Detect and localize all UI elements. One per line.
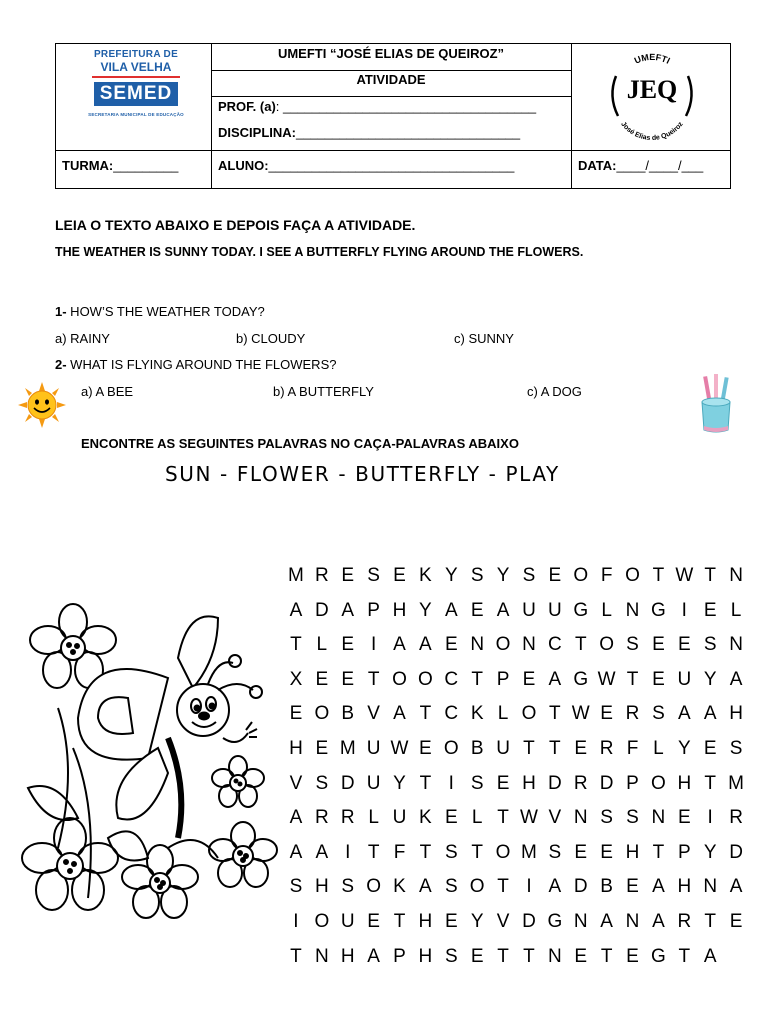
grid-cell[interactable]: O [573, 565, 589, 586]
pencil-cup-icon [698, 374, 734, 434]
q1-option-a[interactable]: a) RAINY [55, 331, 110, 346]
grid-row [283, 631, 749, 666]
grid-cell[interactable]: S [626, 634, 639, 656]
grid-cell[interactable]: E [703, 599, 717, 621]
grid-row [283, 908, 749, 943]
grid-cell[interactable]: H [289, 737, 303, 759]
grid-cell[interactable]: E [289, 703, 303, 725]
grid-cell[interactable]: H [418, 910, 433, 932]
grid-cell[interactable]: N [522, 634, 536, 656]
grid-cell[interactable]: N [729, 565, 743, 586]
grid-cell[interactable]: P [367, 599, 380, 621]
grid-cell[interactable]: T [704, 565, 716, 586]
header-divider [211, 96, 571, 97]
grid-cell[interactable]: D [729, 841, 743, 863]
prof-field[interactable] [218, 99, 536, 114]
grid-cell[interactable]: O [418, 668, 433, 690]
reading-text: THE WEATHER IS SUNNY TODAY. I SEE A BUTTERFLY FLYING AROUND THE FLOWERS. [55, 245, 584, 259]
grid-cell[interactable]: T [574, 634, 587, 656]
grid-cell[interactable]: I [448, 772, 454, 794]
grid-cell[interactable]: S [522, 565, 536, 586]
grid-cell[interactable]: E [341, 634, 355, 656]
grid-cell[interactable]: E [652, 634, 665, 656]
grid-cell[interactable]: E [574, 841, 588, 863]
grid-cell[interactable]: F [626, 737, 639, 759]
grid-cell[interactable]: O [392, 668, 407, 690]
word-list: SUN - FLOWER - BUTTERFLY - PLAY [165, 462, 560, 486]
grid-cell[interactable]: T [704, 910, 716, 932]
grid-cell[interactable]: E [600, 703, 613, 725]
grid-cell[interactable]: W [597, 668, 616, 690]
grid-cell[interactable]: S [444, 876, 458, 898]
prefeitura-logo [76, 48, 196, 121]
grid-cell[interactable]: U [366, 737, 381, 759]
grid-cell[interactable]: H [625, 841, 640, 863]
grid-cell[interactable]: H [677, 876, 692, 898]
grid-cell[interactable]: T [652, 565, 665, 586]
grid-cell[interactable]: D [547, 772, 562, 794]
grid-cell[interactable]: A [652, 876, 665, 898]
grid-cell[interactable]: N [703, 876, 718, 898]
header-divider [56, 150, 731, 151]
grid-cell[interactable]: V [367, 703, 380, 725]
grid-cell[interactable]: S [652, 703, 665, 725]
grid-row [283, 700, 749, 735]
grid-cell[interactable]: B [341, 703, 355, 725]
grid-cell[interactable]: A [703, 703, 717, 725]
grid-cell[interactable]: V [289, 772, 303, 794]
grid-cell[interactable]: O [521, 703, 537, 725]
jeq-arc-top: UMEFTI [632, 51, 672, 66]
grid-cell[interactable]: D [340, 772, 355, 794]
grid-cell[interactable]: O [651, 772, 666, 794]
grid-cell[interactable]: A [341, 599, 355, 621]
grid-cell[interactable]: A [652, 910, 665, 932]
grid-cell[interactable]: D [522, 910, 536, 932]
grid-cell[interactable]: P [677, 841, 691, 863]
header-table [55, 43, 731, 189]
jeq-letters: JEQ [626, 75, 678, 104]
grid-cell[interactable]: P [496, 668, 510, 690]
grid-cell[interactable]: S [470, 772, 484, 794]
data-field[interactable] [578, 158, 703, 173]
grid-cell[interactable]: I [370, 634, 377, 656]
grid-cell[interactable]: E [496, 772, 510, 794]
grid-cell[interactable]: T [367, 668, 380, 690]
grid-cell[interactable]: L [653, 737, 664, 759]
aluno-blank: __________________________________ [268, 158, 515, 173]
grid-cell[interactable]: P [393, 945, 406, 967]
grid-cell[interactable]: U [340, 910, 355, 932]
grid-cell[interactable]: T [367, 841, 380, 863]
grid-cell[interactable]: C [547, 634, 562, 656]
prof-label: PROF. (a) [218, 99, 276, 114]
grid-cell[interactable]: M [728, 772, 744, 794]
jeq-arc-bottom: José Elias de Queiroz [619, 120, 685, 143]
grid-cell[interactable]: E [341, 565, 355, 586]
grid-cell[interactable]: H [677, 772, 692, 794]
grid-cell[interactable]: A [703, 945, 717, 967]
grid-cell[interactable]: S [367, 565, 380, 586]
grid-cell[interactable]: A [496, 599, 510, 621]
grid-cell[interactable] [723, 943, 749, 978]
grid-cell[interactable]: K [419, 807, 432, 829]
grid-cell[interactable]: I [526, 876, 532, 898]
discipline-blank: _______________________________ [296, 125, 521, 140]
turma-blank: _________ [113, 158, 179, 173]
grid-cell[interactable]: E [626, 945, 639, 967]
grid-cell[interactable]: R [677, 910, 692, 932]
grid-cell[interactable]: W [675, 565, 694, 586]
aluno-label: ALUNO: [218, 158, 269, 173]
grid-cell[interactable]: T [600, 945, 613, 967]
grid-cell[interactable]: T [290, 945, 302, 967]
grid-cell[interactable]: A [393, 634, 406, 656]
grid-cell[interactable]: T [290, 634, 302, 656]
grid-cell[interactable]: E [677, 807, 691, 829]
header-divider [211, 70, 571, 71]
grid-cell[interactable]: A [444, 599, 458, 621]
grid-cell[interactable]: Y [496, 565, 510, 586]
grid-cell[interactable]: F [393, 841, 406, 863]
grid-cell[interactable]: H [340, 945, 355, 967]
grid-cell[interactable]: R [573, 772, 588, 794]
grid-cell[interactable]: B [600, 876, 613, 898]
grid-cell[interactable]: A [289, 599, 303, 621]
question-1-number: 1- [55, 304, 67, 319]
logo-subtitle: SECRETARIA MUNICIPAL DE EDUCAÇÃO [88, 112, 184, 117]
grid-cell[interactable]: S [600, 807, 613, 829]
question-2-number: 2- [55, 357, 67, 372]
grid-cell[interactable]: E [652, 668, 665, 690]
grid-cell[interactable]: T [471, 841, 483, 863]
grid-cell[interactable]: T [704, 772, 716, 794]
discipline-field[interactable] [218, 125, 520, 140]
question-1 [55, 304, 265, 319]
question-2-text: WHAT IS FLYING AROUND THE FLOWERS? [66, 357, 337, 372]
grid-cell[interactable]: A [729, 876, 743, 898]
grid-cell[interactable]: X [289, 668, 303, 690]
grid-cell[interactable]: T [471, 668, 483, 690]
grid-cell[interactable]: E [367, 910, 380, 932]
grid-cell[interactable]: H [314, 876, 329, 898]
header-divider [571, 44, 572, 189]
grid-cell[interactable]: N [625, 910, 640, 932]
grid-cell[interactable]: M [521, 841, 537, 863]
grid-cell[interactable]: G [573, 599, 589, 621]
grid-cell[interactable]: O [314, 703, 330, 725]
grid-cell[interactable]: G [651, 599, 666, 621]
grid-cell[interactable]: E [729, 910, 743, 932]
grid-cell[interactable]: Y [703, 841, 717, 863]
grid-cell[interactable]: T [497, 876, 509, 898]
grid-cell[interactable]: A [548, 668, 562, 690]
grid-cell[interactable]: T [497, 807, 509, 829]
grid-cell[interactable]: W [571, 703, 590, 725]
grid-cell[interactable]: T [549, 703, 561, 725]
grid-cell[interactable]: E [522, 668, 536, 690]
grid-cell[interactable]: S [444, 945, 458, 967]
logo-line2: VILA VELHA [100, 60, 172, 74]
grid-cell[interactable]: Y [444, 565, 458, 586]
data-label: DATA: [578, 158, 617, 173]
grid-cell[interactable]: V [496, 910, 510, 932]
grid-cell[interactable]: R [729, 807, 743, 829]
grid-cell[interactable]: C [444, 703, 459, 725]
grid-cell[interactable]: L [368, 807, 379, 829]
grid-cell[interactable]: W [519, 807, 538, 829]
grid-cell[interactable]: H [522, 772, 536, 794]
grid-cell[interactable]: N [470, 634, 485, 656]
grid-row [283, 873, 749, 908]
grid-cell[interactable]: T [393, 910, 406, 932]
jeq-logo [596, 46, 706, 146]
grid-cell[interactable]: W [390, 737, 409, 759]
grid-cell[interactable]: A [315, 841, 329, 863]
grid-cell[interactable]: O [495, 634, 511, 656]
grid-cell[interactable]: N [625, 599, 640, 621]
grid-cell[interactable]: O [625, 565, 640, 586]
grid-cell[interactable]: U [677, 668, 692, 690]
grid-cell[interactable]: H [729, 703, 743, 725]
grid-cell[interactable]: Y [419, 599, 432, 621]
turma-field[interactable] [62, 158, 178, 173]
grid-cell[interactable]: T [652, 841, 665, 863]
grid-cell[interactable]: R [625, 703, 640, 725]
grid-cell[interactable]: E [419, 737, 432, 759]
prof-blank: : ___________________________________ [275, 99, 537, 114]
grid-cell[interactable]: A [548, 876, 562, 898]
question-2 [55, 357, 336, 372]
grid-cell[interactable]: Y [393, 772, 406, 794]
grid-cell[interactable]: E [470, 599, 484, 621]
grid-cell[interactable]: N [573, 910, 588, 932]
grid-cell[interactable]: A [393, 703, 406, 725]
grid-cell[interactable]: E [444, 807, 458, 829]
semed-badge: SEMED [94, 82, 178, 106]
grid-cell[interactable]: D [573, 876, 588, 898]
grid-cell[interactable]: R [599, 737, 614, 759]
grid-cell[interactable]: O [495, 841, 511, 863]
grid-cell[interactable]: K [393, 876, 406, 898]
sun-icon [18, 382, 66, 428]
grid-cell[interactable]: A [729, 668, 743, 690]
grid-cell[interactable]: S [315, 772, 329, 794]
grid-cell[interactable]: U [547, 599, 562, 621]
grid-cell[interactable]: P [626, 772, 639, 794]
grid-cell[interactable]: S [626, 807, 639, 829]
grid-cell[interactable]: E [341, 668, 355, 690]
grid-cell[interactable]: E [703, 737, 717, 759]
grid-row [283, 597, 749, 632]
question-1-text: HOW’S THE WEATHER TODAY? [66, 304, 265, 319]
grid-cell[interactable]: U [522, 599, 536, 621]
grid-cell[interactable]: N [314, 945, 329, 967]
school-name: UMEFTI “JOSÉ ELIAS DE QUEIROZ” [277, 46, 505, 61]
grid-cell[interactable]: E [548, 565, 562, 586]
grid-cell[interactable]: T [678, 945, 691, 967]
grid-row [283, 770, 749, 805]
grid-cell[interactable]: H [392, 599, 407, 621]
activity-title: ATIVIDADE [356, 72, 426, 87]
grid-cell[interactable]: D [599, 772, 614, 794]
grid-cell[interactable]: N [573, 807, 588, 829]
grid-cell[interactable]: R [340, 807, 355, 829]
grid-cell[interactable]: M [288, 565, 304, 586]
grid-row [283, 943, 749, 978]
grid-cell[interactable]: U [496, 737, 510, 759]
grid-cell[interactable]: A [419, 876, 432, 898]
grid-cell[interactable]: T [549, 737, 561, 759]
grid-cell[interactable]: O [314, 910, 330, 932]
grid-cell[interactable]: I [293, 910, 299, 932]
q1-option-b[interactable]: b) CLOUDY [236, 331, 306, 346]
q2-option-b[interactable]: b) A BUTTERFLY [273, 384, 374, 399]
grid-cell[interactable]: R [314, 565, 329, 586]
grid-cell[interactable]: T [419, 703, 432, 725]
grid-row [283, 562, 749, 597]
grid-cell[interactable]: S [470, 565, 484, 586]
grid-cell[interactable]: T [419, 841, 432, 863]
grid-cell[interactable]: N [729, 634, 743, 656]
data-blank: ____/____/___ [616, 158, 704, 173]
grid-cell[interactable]: L [601, 599, 612, 621]
grid-cell[interactable]: N [547, 945, 562, 967]
grid-cell[interactable]: G [573, 668, 589, 690]
grid-cell[interactable]: G [651, 945, 666, 967]
grid-cell[interactable]: E [574, 737, 588, 759]
grid-cell[interactable]: L [730, 599, 742, 621]
grid-row [283, 666, 749, 701]
grid-cell[interactable]: G [547, 910, 563, 932]
grid-cell[interactable]: A [677, 703, 691, 725]
grid-row [283, 839, 749, 874]
grid-cell[interactable]: T [523, 945, 535, 967]
grid-cell[interactable]: V [548, 807, 562, 829]
grid-cell[interactable]: T [497, 945, 509, 967]
grid-cell[interactable]: H [418, 945, 433, 967]
grid-cell[interactable]: A [289, 841, 303, 863]
grid-cell[interactable]: I [681, 599, 687, 621]
grid-cell[interactable]: F [600, 565, 613, 586]
grid-cell[interactable]: E [677, 634, 691, 656]
grid-row [283, 804, 749, 839]
grid-cell[interactable]: A [419, 634, 432, 656]
grid-cell[interactable]: S [289, 876, 303, 898]
grid-cell[interactable]: U [366, 772, 381, 794]
grid-cell[interactable]: A [367, 945, 380, 967]
grid-cell[interactable]: O [366, 876, 381, 898]
grid-cell[interactable]: Y [470, 910, 484, 932]
grid-cell[interactable]: S [729, 737, 743, 759]
grid-cell[interactable]: A [600, 910, 613, 932]
grid-cell[interactable]: E [600, 841, 613, 863]
wordsearch-grid[interactable] [283, 562, 749, 977]
grid-cell[interactable]: E [444, 910, 458, 932]
grid-cell[interactable]: Y [703, 668, 717, 690]
grid-cell[interactable]: L [471, 807, 483, 829]
grid-cell[interactable]: B [470, 737, 484, 759]
wordsearch-instruction: ENCONTRE AS SEGUINTES PALAVRAS NO CAÇA-PALAVRAS ABAIXO [81, 436, 519, 451]
grid-cell[interactable]: A [289, 807, 303, 829]
grid-cell[interactable]: N [651, 807, 666, 829]
grid-cell[interactable]: I [707, 807, 713, 829]
header-divider [211, 44, 212, 189]
butterfly-flowers-illustration [18, 598, 288, 928]
logo-red-bar [92, 76, 180, 78]
instructions: LEIA O TEXTO ABAIXO E DEPOIS FAÇA A ATIVIDADE. [55, 217, 416, 233]
grid-cell[interactable]: T [523, 737, 535, 759]
turma-label: TURMA: [62, 158, 114, 173]
grid-cell[interactable]: E [315, 737, 329, 759]
grid-cell[interactable]: R [314, 807, 329, 829]
grid-cell[interactable]: L [316, 634, 328, 656]
logo-line1: PREFEITURA DE [93, 49, 179, 60]
grid-cell[interactable]: K [419, 565, 432, 586]
grid-cell[interactable]: K [470, 703, 484, 725]
grid-cell[interactable]: U [392, 807, 407, 829]
q2-option-c[interactable]: c) A DOG [527, 384, 582, 399]
grid-cell[interactable]: E [393, 565, 406, 586]
grid-cell[interactable]: E [470, 945, 484, 967]
grid-cell[interactable]: E [444, 634, 458, 656]
grid-cell[interactable]: E [315, 668, 329, 690]
aluno-field[interactable] [218, 158, 514, 173]
grid-cell[interactable]: E [574, 945, 588, 967]
grid-cell[interactable]: Y [677, 737, 691, 759]
grid-cell[interactable]: E [626, 876, 639, 898]
grid-cell[interactable]: L [497, 703, 509, 725]
grid-cell[interactable]: S [341, 876, 355, 898]
grid-row [283, 735, 749, 770]
discipline-label: DISCIPLINA: [218, 125, 296, 140]
q1-option-c[interactable]: c) SUNNY [454, 331, 514, 346]
grid-cell[interactable]: O [599, 634, 615, 656]
q2-option-a[interactable]: a) A BEE [81, 384, 134, 399]
grid-cell[interactable]: T [626, 668, 639, 690]
grid-cell[interactable]: T [419, 772, 432, 794]
grid-cell[interactable]: S [703, 634, 717, 656]
grid-cell[interactable]: D [314, 599, 329, 621]
grid-cell[interactable]: S [548, 841, 562, 863]
grid-cell[interactable]: M [339, 737, 356, 759]
grid-cell[interactable]: O [443, 737, 459, 759]
grid-cell[interactable]: S [444, 841, 458, 863]
grid-cell[interactable]: I [345, 841, 351, 863]
grid-cell[interactable]: C [444, 668, 459, 690]
grid-cell[interactable]: O [469, 876, 485, 898]
